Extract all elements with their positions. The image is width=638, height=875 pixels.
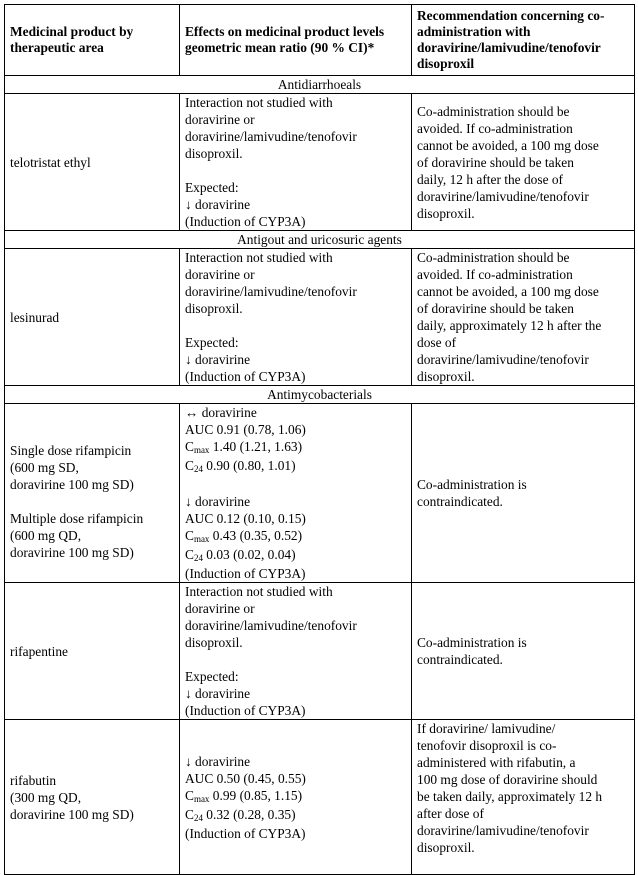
cmax-sub: max [193,793,210,804]
c24-label: C [185,806,194,822]
product-cell [5,583,180,720]
effects-line: Interaction not studied with [185,250,333,265]
cmax-label: C [185,528,194,543]
expected-line: (Induction of CYP3A) [185,214,306,229]
cmax-line [185,787,406,806]
interaction-table [4,4,635,875]
effects-line: disoproxil. [185,146,243,161]
c24-value: 0.90 (0.80, 1.01) [202,458,296,473]
cmax-sub: max [193,534,210,544]
table-header-row [5,5,635,76]
recommendation-line: disoproxil. [417,369,475,384]
expected-line: (Induction of CYP3A) [185,369,306,384]
recommendation-line: dose of [417,335,457,350]
product-line: doravirine 100 mg SD) [10,545,134,560]
section-row-antigout [5,231,635,249]
section-title: Antidiarrhoeals [5,76,635,94]
table-row [5,583,635,720]
section-title: Antigout and uricosuric agents [5,231,635,249]
mechanism-line: (Induction of CYP3A) [185,825,306,841]
recommendation-line: avoided. If co-administration [417,120,573,136]
recommendation-line: cannot be avoided, a 100 mg dose [417,137,599,153]
product-line: (300 mg QD, [10,789,82,805]
effects-title: ↔ doravirine [185,405,257,420]
product-name: lesinurad [10,309,60,325]
recommendation-cell [412,249,635,386]
c24-sub: 24 [193,553,203,563]
recommendation-line: doravirine/lamivudine/tenofovir [417,823,589,838]
product-cell [5,249,180,386]
expected-line: Expected: [185,335,239,350]
product-cell [5,94,180,231]
recommendation-line: of doravirine should be taken [417,301,574,316]
recommendation-cell [412,583,635,720]
effects-line: doravirine/lamivudine/tenofovir [185,129,357,144]
c24-label: C [185,458,194,473]
c24-sub: 24 [193,812,203,823]
recommendation-line: of doravirine should be taken [417,154,574,170]
cmax-label: C [185,787,194,803]
recommendation-line: daily, 12 h after the dose of [417,171,564,187]
section-title: Antimycobacterials [5,386,635,404]
header-medicinal-product: Medicinal product by therapeutic area [5,5,180,76]
effects-line: Interaction not studied with [185,584,333,599]
cmax-value: 1.40 (1.21, 1.63) [209,439,303,454]
c24-value: 0.32 (0.28, 0.35) [202,806,296,822]
header-recommendation: Recommendation concerning co-administration with doravirine/lamivudine/tenofovir disoproxil [412,5,635,76]
mechanism-line: (Induction of CYP3A) [185,566,306,581]
product-line: rifabutin [10,772,57,788]
recommendation-line: tenofovir disoproxil is co- [417,738,557,753]
effects-title: ↓ doravirine [185,753,251,769]
effects-title: ↓ doravirine [185,494,251,509]
section-row-antidiarrhoeals [5,76,635,94]
recommendation-line: disoproxil. [417,840,475,855]
spacer [10,493,174,510]
recommendation-line: administered with rifabutin, a [417,755,576,770]
effects-line: Interaction not studied with [185,95,333,110]
c24-line [185,546,406,565]
product-name: rifapentine [10,643,68,659]
effects-line: doravirine or [185,267,255,282]
recommendation-cell [412,404,635,583]
recommendation-line: Co-administration is [417,635,527,650]
recommendation-line: after dose of [417,806,484,821]
c24-label: C [185,547,194,562]
recommendation-line: avoided. If co-administration [417,267,573,282]
product-cell [5,720,180,875]
expected-line: Expected: [185,669,239,684]
product-cell [5,404,180,583]
recommendation-line: Co-administration should be [417,250,570,265]
recommendation-line: contraindicated. [417,494,503,509]
c24-line [185,806,406,825]
effects-line: disoproxil. [185,301,243,316]
recommendation-line: 100 mg dose of doravirine should [417,772,598,787]
table-row [5,94,635,231]
effects-cell [180,583,412,720]
effects-cell [180,94,412,231]
expected-line: ↓ doravirine [185,197,251,212]
effects-line: doravirine or [185,601,255,616]
effects-line: doravirine or [185,112,255,127]
recommendation-line: If doravirine/ lamivudine/ [417,721,556,736]
table-row [5,404,635,583]
recommendation-line: be taken daily, approximately 12 h [417,789,603,804]
product-name: telotristat ethyl [10,154,91,170]
cmax-line [185,527,406,546]
c24-sub: 24 [193,464,203,474]
spacer [185,162,406,179]
table-row [5,720,635,875]
cmax-value: 0.43 (0.35, 0.52) [209,528,303,543]
recommendation-line: cannot be avoided, a 100 mg dose [417,284,599,299]
cmax-line [185,438,406,457]
recommendation-line: contraindicated. [417,652,503,667]
recommendation-cell [412,720,635,875]
product-line: doravirine 100 mg SD) [10,806,134,822]
recommendation-line: doravirine/lamivudine/tenofovir [417,188,589,204]
c24-line [185,457,406,476]
expected-line: ↓ doravirine [185,686,251,701]
expected-line: (Induction of CYP3A) [185,703,306,718]
product-line: doravirine 100 mg SD) [10,477,134,492]
auc-line: AUC 0.12 (0.10, 0.15) [185,511,306,526]
spacer [185,476,406,493]
cmax-sub: max [193,445,210,455]
auc-line: AUC 0.91 (0.78, 1.06) [185,422,306,437]
effects-line: disoproxil. [185,635,243,650]
spacer [185,317,406,334]
cmax-value: 0.99 (0.85, 1.15) [209,787,303,803]
spacer [185,651,406,668]
effects-cell [180,249,412,386]
effects-line: doravirine/lamivudine/tenofovir [185,284,357,299]
product-line: Multiple dose rifampicin [10,511,144,526]
recommendation-line: Co-administration is [417,477,527,492]
expected-line: ↓ doravirine [185,352,251,367]
effects-line: doravirine/lamivudine/tenofovir [185,618,357,633]
recommendation-cell [412,94,635,231]
recommendation-line: disoproxil. [417,205,475,221]
cmax-label: C [185,439,194,454]
c24-value: 0.03 (0.02, 0.04) [202,547,296,562]
effects-cell [180,720,412,875]
recommendation-line: Co-administration should be [417,103,570,119]
auc-line: AUC 0.50 (0.45, 0.55) [185,770,306,786]
recommendation-line: daily, approximately 12 h after the [417,318,602,333]
product-line: Single dose rifampicin [10,443,132,458]
recommendation-line: doravirine/lamivudine/tenofovir [417,352,589,367]
effects-cell [180,404,412,583]
section-row-antimycobacterials [5,386,635,404]
product-line: (600 mg SD, [10,460,79,475]
expected-line: Expected: [185,180,239,195]
table-row [5,249,635,386]
product-line: (600 mg QD, [10,528,82,543]
header-effects: Effects on medicinal product levels geometric mean ratio (90 % CI)* [180,5,412,76]
